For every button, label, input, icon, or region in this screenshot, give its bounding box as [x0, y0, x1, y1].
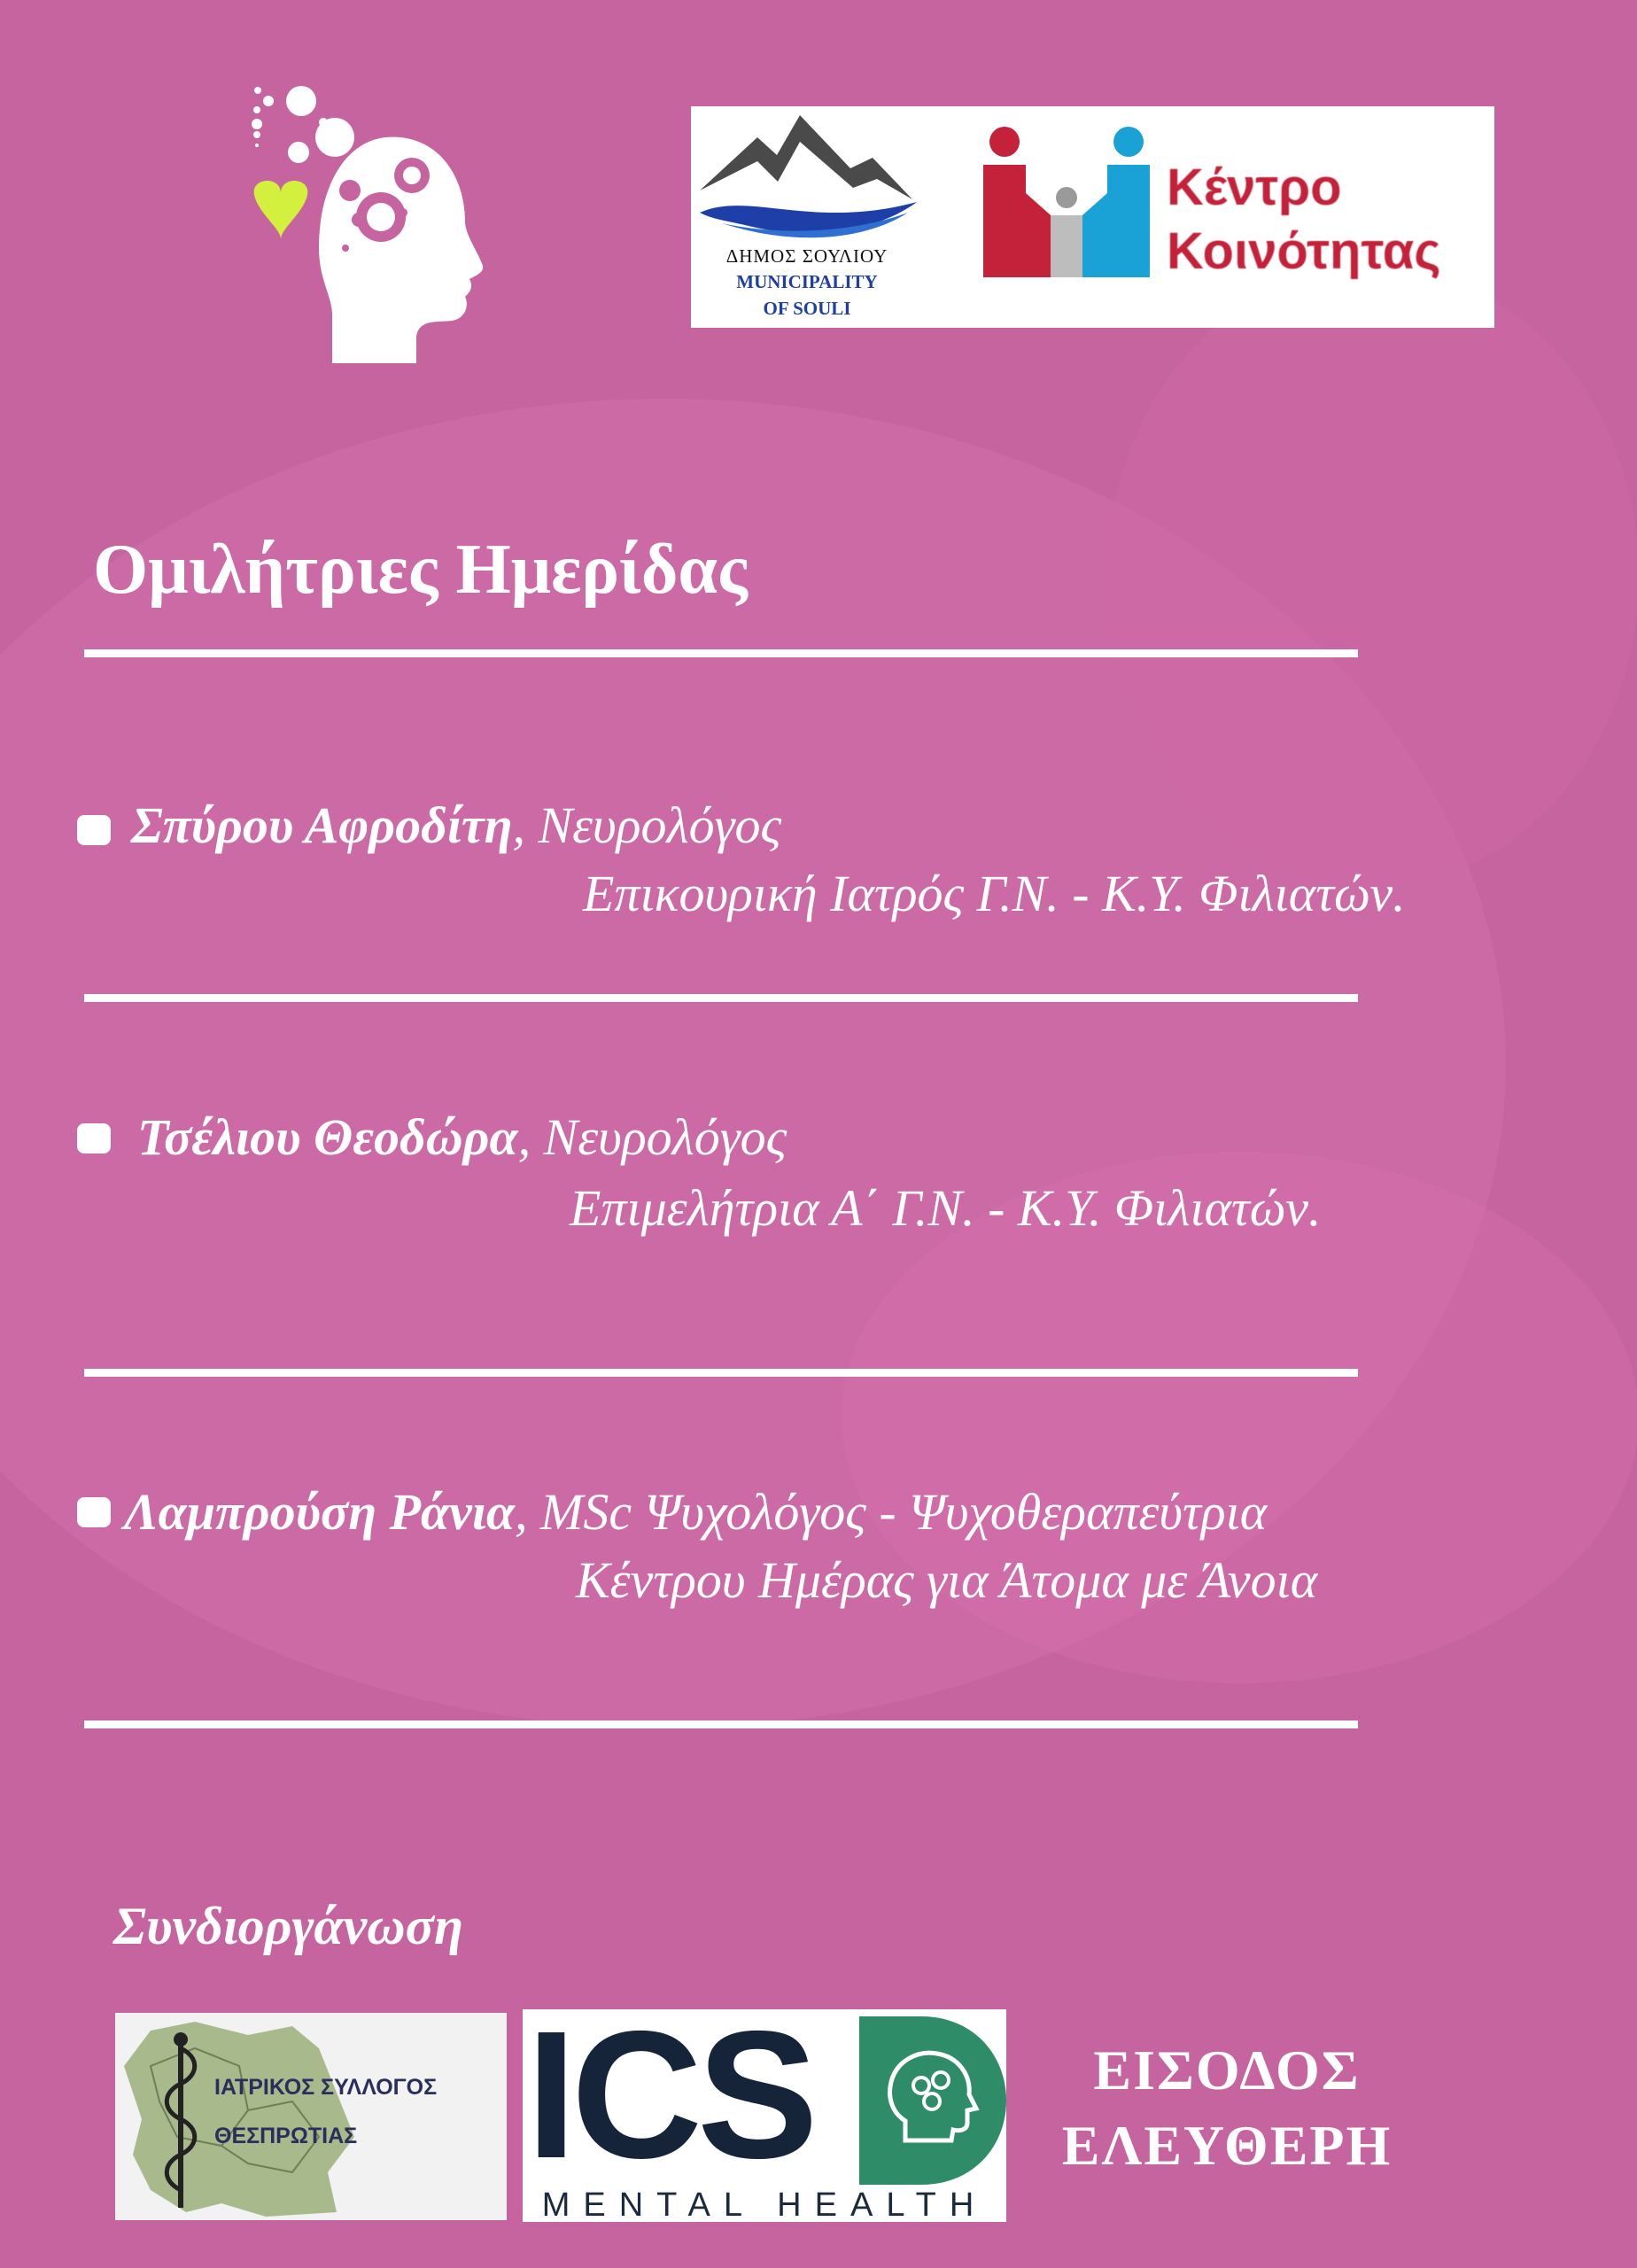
- municipality-name: ΔΗΜΟΣ ΣΟΥΛΙΟΥ: [725, 245, 888, 267]
- speaker-3-detail: Κέντρου Ημέρας για Άτομα με Άνοια: [576, 1551, 1318, 1609]
- medical-association-line1: ΙΑΤΡΙΚΟΣ ΣΥΛΛΟΓΟΣ: [214, 2075, 438, 2100]
- entry-line2: ΕΛΕΥΘΕΡΗ: [1061, 2114, 1393, 2177]
- speaker-3-name: Λαμπρούση Ράνια: [124, 1483, 516, 1541]
- municipality-name-en: MUNICIPALITY: [736, 271, 878, 292]
- speaker-2-name: Τσέλιου Θεοδώρα: [137, 1108, 518, 1166]
- page-title: Ομιλήτριες Ημερίδας: [93, 531, 748, 609]
- speaker-2-role: , Νευρολόγος: [517, 1108, 787, 1166]
- speaker-1-name: Σπύρου Αφροδίτη: [131, 796, 513, 854]
- bullet-icon: [77, 1123, 111, 1153]
- bullet-icon: [77, 1497, 111, 1527]
- speaker-3-role: , MSc Ψυχολόγος - Ψυχοθεραπεύτρια: [515, 1483, 1268, 1541]
- speaker-1-header: [131, 796, 781, 855]
- ics-mental-health-logo: [523, 2009, 1006, 2222]
- mountain-icon: [695, 106, 919, 248]
- coorganization-label: Συνδιοργάνωση: [113, 1897, 463, 1955]
- speaker-2-header: [137, 1107, 787, 1167]
- speaker-1-detail: Επικουρική Ιατρός Γ.Ν. - Κ.Υ. Φιλιατών.: [583, 865, 1406, 922]
- thesprotia-map-icon: [115, 2013, 507, 2220]
- family-icon: [976, 122, 1158, 299]
- speaker-2-detail: Επιμελήτρια Α΄ Γ.Ν. - Κ.Υ. Φιλιατών.: [570, 1179, 1322, 1237]
- speaker-1-role: , Νευρολόγος: [512, 796, 782, 854]
- community-center-line1: Κέντρο: [1167, 159, 1342, 216]
- brain-head-icon: [859, 2016, 1006, 2185]
- municipality-logo: [691, 106, 923, 328]
- bullet-icon: [77, 815, 111, 845]
- community-center-line2: Κοινότητας: [1167, 222, 1441, 280]
- community-center-logo: [923, 106, 1494, 328]
- header-logos: [691, 106, 1494, 328]
- medical-association-line2: ΘΕΣΠΡΩΤΙΑΣ: [214, 2124, 358, 2148]
- entry-line1: ΕΙΣΟΔΟΣ: [1093, 2039, 1361, 2101]
- divider: [84, 994, 1358, 1002]
- ics-wordmark: ICS: [526, 2009, 813, 2196]
- municipality-name-en-2: OF SOULI: [763, 298, 851, 319]
- mind-heart-icon: [199, 80, 514, 363]
- background-blob: [1107, 266, 1637, 886]
- speaker-3-header: [124, 1482, 1267, 1542]
- divider: [84, 649, 1358, 657]
- medical-association-logo: [115, 2013, 507, 2220]
- divider: [84, 1369, 1358, 1377]
- ics-subtitle: MENTAL HEALTH: [541, 2186, 988, 2222]
- divider: [84, 1720, 1358, 1728]
